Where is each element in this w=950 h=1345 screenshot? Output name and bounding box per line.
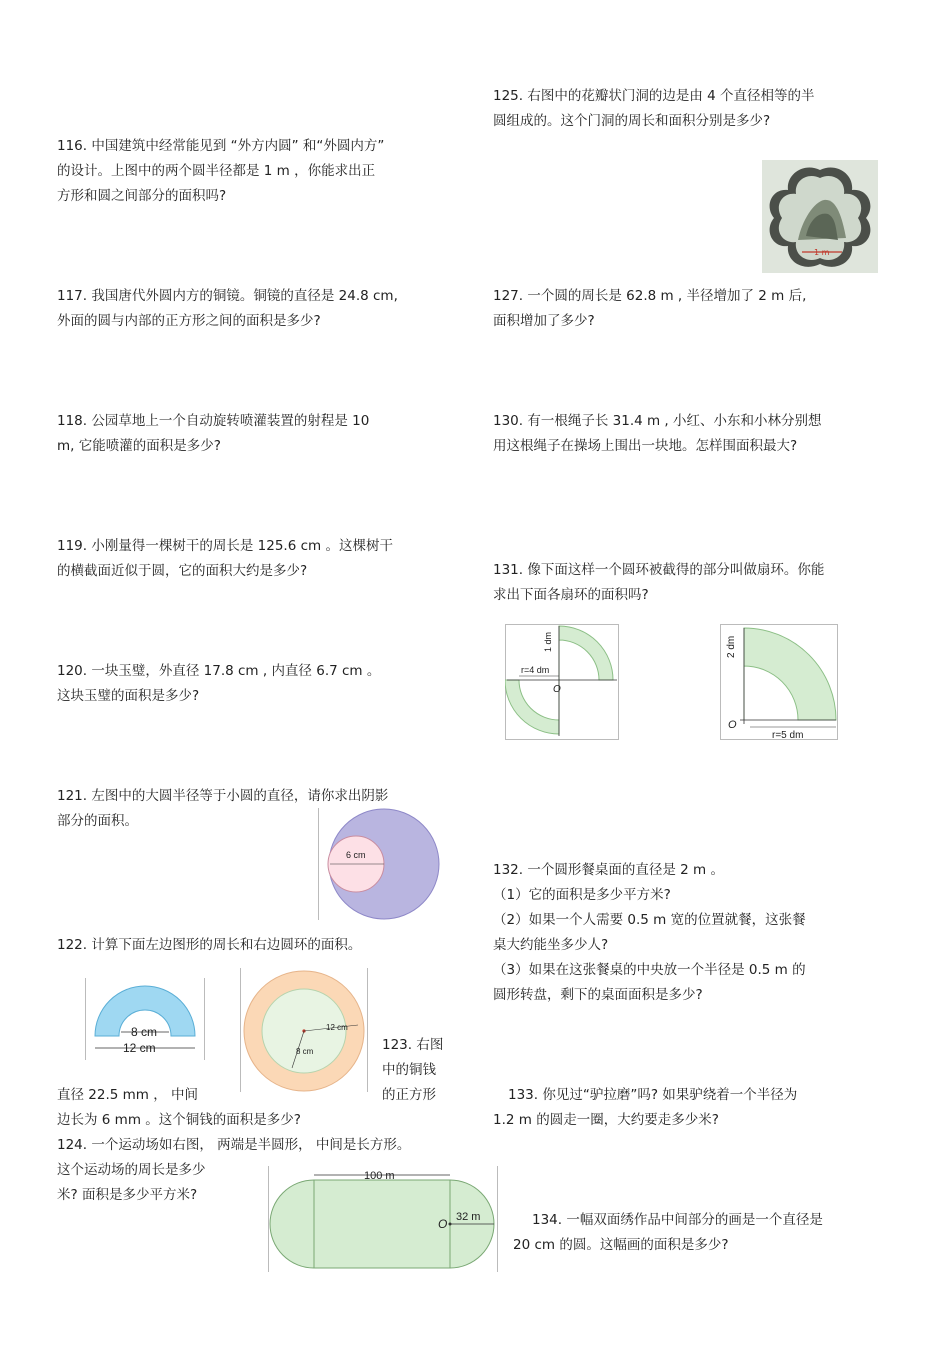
p122-line1: 122. 计算下面左边图形的周长和右边圆环的面积。 [57, 937, 362, 953]
p123-line1: 直径 22.5 mm ， 中间 [57, 1087, 199, 1103]
p117-line1: 117. 我国唐代外圆内方的铜镜。铜镜的直径是 24.8 cm, [57, 288, 398, 304]
p117-line2: 外面的圆与内部的正方形之间的面积是多少? [57, 313, 321, 329]
p130-line2: 用这根绳子在操场上围出一块地。怎样围面积最大? [493, 438, 798, 454]
p119-line1: 119. 小刚量得一棵树干的周长是 125.6 cm 。这棵树干 [57, 538, 393, 554]
p123-col1: 123. 右图 [382, 1037, 444, 1053]
sector-ring-figure-2 [720, 624, 838, 740]
p132-line5: （3）如果在这张餐桌的中央放一个半径是 0.5 m 的 [493, 962, 806, 978]
p133-line1: 133. 你见过“驴拉磨”吗? 如果驴绕着一个半径为 [508, 1087, 798, 1103]
arch-outer-label: 12 cm [123, 1041, 156, 1055]
stadium-origin-label: O [438, 1217, 448, 1231]
p120-line2: 这块玉璧的面积是多少? [57, 688, 200, 704]
sector-ring-figure-1 [505, 624, 619, 740]
p132-line2: （1）它的面积是多少平方米? [493, 887, 671, 903]
p133-line2: 1.2 m 的圆走一圈，大约要走多少米? [493, 1112, 719, 1128]
p132-line3: （2）如果一个人需要 0.5 m 宽的位置就餐，这张餐 [493, 912, 806, 928]
fig1-width-label: 1 dm [543, 631, 553, 652]
p123-line2: 边长为 6 mm 。这个铜钱的面积是多少? [57, 1112, 301, 1128]
fig1-origin-label: O [553, 684, 561, 695]
p131-line1: 131. 像下面这样一个圆环被截得的部分叫做扇环。你能 [493, 562, 825, 578]
p123-col3: 的正方形 [382, 1087, 436, 1103]
p134-line1: 134. 一幅双面绣作品中间部分的画是一个直径是 [532, 1212, 823, 1228]
p120-line1: 120. 一块玉璧，外直径 17.8 cm , 内直径 6.7 cm 。 [57, 663, 381, 679]
p116-line1: 116. 中国建筑中经常能见到 “外方内圆” 和“外圆内方” [57, 138, 385, 154]
fig2-radius-label: r=5 dm [772, 730, 804, 740]
small-circle-label: 6 cm [346, 850, 366, 860]
p118-line1: 118. 公园草地上一个自动旋转喷灌装置的射程是 10 [57, 413, 370, 429]
p134-line2: 20 cm 的圆。这幅画的面积是多少? [513, 1237, 729, 1253]
p130-line1: 130. 有一根绳子长 31.4 m , 小红、小东和小林分别想 [493, 413, 822, 429]
annulus-outer-label: 12 cm [326, 1023, 348, 1032]
p132-line1: 132. 一个圆形餐桌面的直径是 2 m 。 [493, 862, 724, 878]
p132-line6: 圆形转盘，剩下的桌面面积是多少? [493, 987, 703, 1003]
p127-line1: 127. 一个圆的周长是 62.8 m , 半径增加了 2 m 后, [493, 288, 807, 304]
p124-line2: 这个运动场的周长是多少 [57, 1162, 206, 1178]
p124-line3: 米? 面积是多少平方米? [57, 1187, 198, 1203]
annulus-inner-label: 8 cm [296, 1047, 314, 1056]
semicircle-arch-figure [85, 978, 205, 1060]
fig2-origin-label: O [728, 719, 737, 731]
p118-line2: m, 它能喷灌的面积是多少? [57, 438, 221, 454]
p121-line1: 121. 左图中的大圆半径等于小圆的直径，请你求出阴影 [57, 788, 389, 804]
fig1-radius-label: r=4 dm [521, 665, 550, 675]
door-width-label: 1 m [814, 248, 830, 257]
p121-line2: 部分的面积。 [57, 813, 138, 829]
p131-line2: 求出下面各扇环的面积吗? [493, 587, 649, 603]
p116-line2: 的设计。上图中的两个圆半径都是 1 m ，你能求出正 [57, 163, 376, 179]
stadium-length-label: 100 m [364, 1170, 395, 1182]
circles-figure [318, 808, 440, 920]
p132-line4: 桌大约能坐多少人? [493, 937, 609, 953]
p123-col2: 中的铜钱 [382, 1062, 436, 1078]
p116-line3: 方形和圆之间部分的面积吗? [57, 188, 227, 204]
p127-line2: 面积增加了多少? [493, 313, 595, 329]
p125-line2: 圆组成的。这个门洞的周长和面积分别是多少? [493, 113, 771, 129]
annulus-figure [240, 968, 368, 1092]
p119-line2: 的横截面近似于圆，它的面积大约是多少? [57, 563, 308, 579]
door-photo [762, 160, 878, 273]
p125-line1: 125. 右图中的花瓣状门洞的边是由 4 个直径相等的半 [493, 88, 815, 104]
p124-line1: 124. 一个运动场如右图， 两端是半圆形， 中间是长方形。 [57, 1137, 411, 1153]
fig2-width-label: 2 dm [726, 635, 737, 658]
stadium-radius-label: 32 m [456, 1211, 481, 1223]
arch-inner-label: 8 cm [131, 1025, 158, 1039]
stadium-figure [268, 1166, 498, 1272]
